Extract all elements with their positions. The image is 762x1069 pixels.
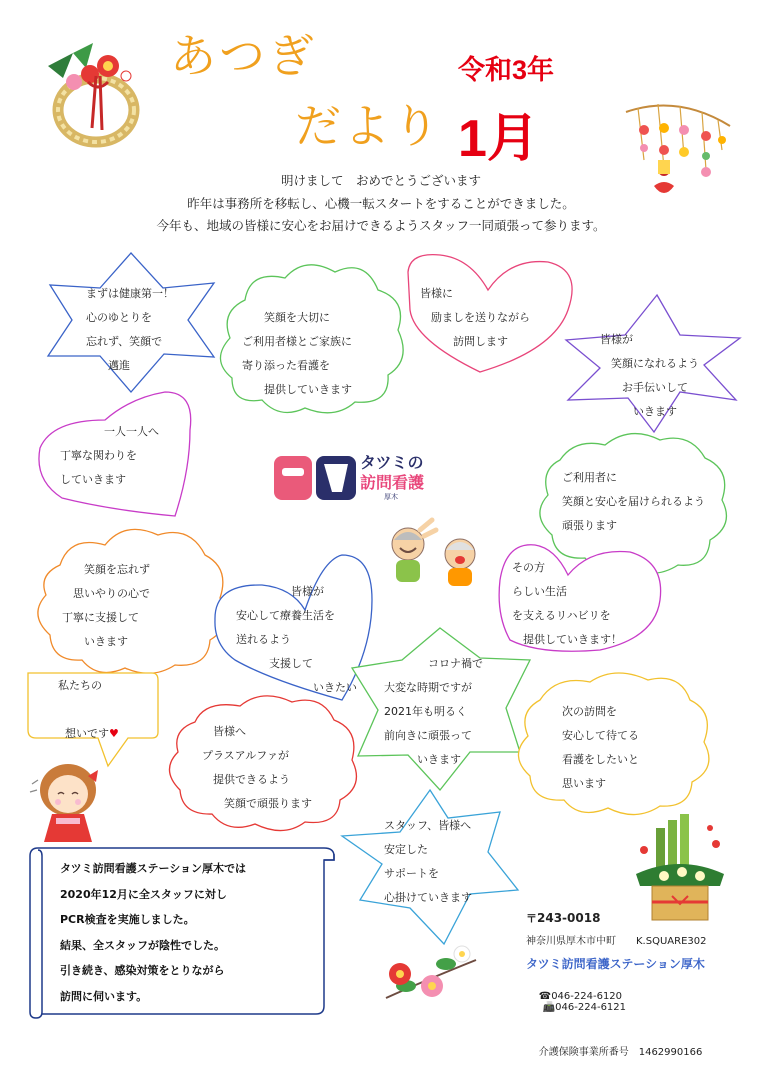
pcr-notice bbox=[60, 856, 246, 1009]
era-year: 令和3年 bbox=[458, 55, 555, 85]
heart-icon: ♥ bbox=[109, 727, 119, 740]
postal-row bbox=[526, 910, 756, 926]
message-10-text: 想いです bbox=[65, 727, 109, 740]
message-5: 一人一人へ 丁寧な関わりを していきます bbox=[60, 425, 159, 486]
message-9: その方 らしい生活 を支えるリハビリを 提供していきます！ bbox=[512, 561, 622, 646]
intro-line-1: 明けまして おめでとうございます bbox=[280, 173, 481, 188]
notice-line-1: タツミ訪問看護ステーション厚木では bbox=[60, 862, 247, 875]
message-3: 皆様に 励ましを送りながら 訪問します bbox=[420, 287, 530, 348]
kadomatsu-illustration bbox=[630, 814, 730, 924]
notice-line-4: 結果、全スタッフが陰性でした。 bbox=[60, 938, 225, 952]
message-14: スタッフ、皆様へ 安定した サポートを 心掛けていきます bbox=[384, 819, 472, 904]
provider-label: 介護保険事業所番号 bbox=[538, 1047, 629, 1058]
notice-line-6: 訪問に伺います。 bbox=[60, 989, 148, 1003]
kimono-girl-illustration bbox=[26, 756, 108, 844]
message-10-line-1: 私たちの bbox=[58, 679, 102, 692]
message-4: 皆様が 笑顔になれるよう お手伝いして いきます bbox=[600, 333, 699, 418]
logo-name-line-1: タツミの bbox=[360, 453, 424, 472]
elderly-couple-illustration bbox=[380, 516, 490, 586]
fax-number: 046-224-6121 bbox=[555, 1002, 627, 1013]
notice-line-3: PCR検査を実施しました。 bbox=[60, 913, 195, 926]
title-atsugi: あつぎ bbox=[170, 29, 317, 83]
logo-mark-icon bbox=[272, 450, 358, 506]
message-6: ご利用者に 笑顔と安心を届けられるよう 頑張ります bbox=[562, 471, 705, 532]
title-month: 1月 bbox=[458, 110, 539, 168]
title-dayori: だより bbox=[295, 99, 442, 153]
provider-row bbox=[526, 1032, 756, 1069]
message-11: コロナ禍で 大変な時期ですが 2021年も明るく 前向きに頑張って いきます bbox=[384, 657, 483, 766]
address: 神奈川県厚木市中町 K.SQUARE302 bbox=[526, 936, 707, 947]
phone-icon: ☎ bbox=[538, 991, 552, 1002]
phone-number[interactable]: 046-224-6120 bbox=[551, 991, 623, 1002]
provider-number: 1462990166 bbox=[638, 1047, 703, 1058]
message-2: 笑顔を大切に ご利用者様とご家族に 寄り添った看護を 提供していきます bbox=[242, 311, 352, 396]
station-name: タツミ訪問看護ステーション厚木 bbox=[526, 957, 705, 971]
fax-icon: 📠 bbox=[542, 1002, 556, 1013]
postal-icon: 〒 bbox=[526, 912, 537, 925]
intro-line-2: 昨年は事務所を移転し、心機一転スタートをすることができました。 bbox=[187, 196, 575, 211]
message-8: 皆様が 安心して療養生活を 送れるよう 支援して いきたい bbox=[236, 585, 357, 694]
notice-line-2: 2020年12月に全スタッフに対し bbox=[60, 887, 227, 901]
message-12: 次の訪問を 安心して待てる 看護をしたいと 思います bbox=[562, 705, 639, 790]
phone-row bbox=[526, 980, 756, 1024]
message-10-line-2 bbox=[58, 698, 119, 746]
contact-block bbox=[526, 910, 756, 1069]
postal-code: 243-0018 bbox=[537, 911, 601, 925]
camellia-illustration bbox=[376, 940, 486, 1006]
notice-line-5: 引き続き、感染対策をとりながら bbox=[60, 964, 225, 977]
logo-name-line-2: 訪問看護 bbox=[360, 473, 425, 492]
message-13: 皆様へ プラスアルファが 提供できるよう 笑顔で頑張ります bbox=[202, 725, 312, 810]
intro-line-3: 今年も、地域の皆様に安心をお届けできるようスタッフ一同頑張って参ります。 bbox=[156, 218, 606, 233]
logo-sub: 厚木 bbox=[384, 493, 398, 501]
message-7: 笑顔を忘れず 思いやりの心で 丁寧に支援して いきます bbox=[62, 563, 150, 648]
message-1: まずは健康第一！ 心のゆとりを 忘れず、笑顔で 邁進 bbox=[86, 287, 174, 372]
tatsumi-logo bbox=[272, 448, 442, 510]
